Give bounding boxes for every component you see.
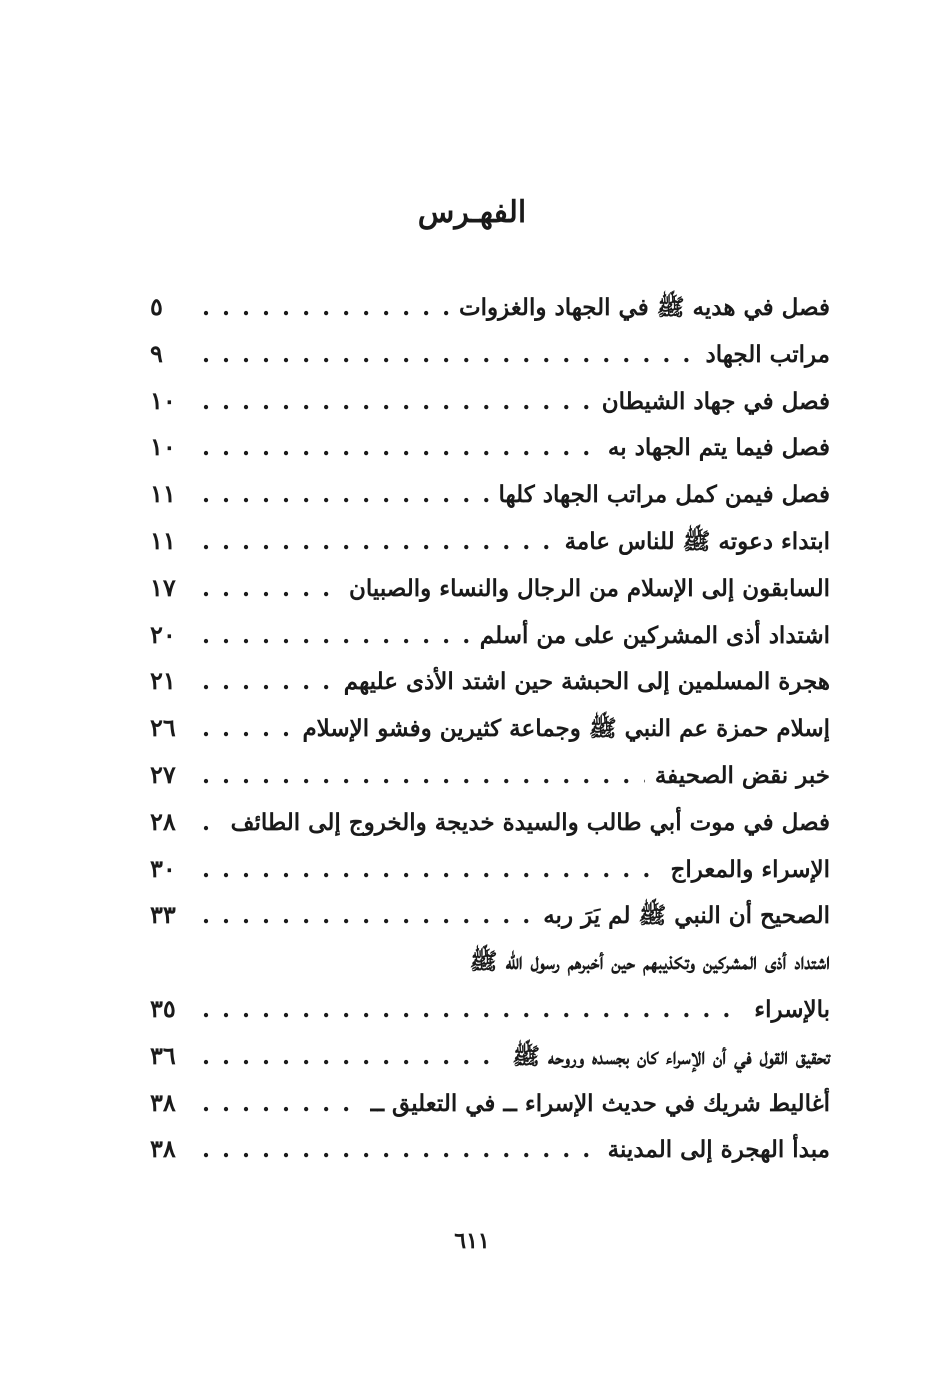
leader-dots [202, 902, 533, 929]
leader-dots [202, 996, 744, 1023]
toc-page-number: ٣٠ [150, 853, 176, 883]
toc-page-number: ١١ [150, 479, 176, 509]
toc-entry-title: مراتب الجهاد [705, 340, 830, 368]
leader-dots [202, 622, 470, 649]
toc-entry[interactable] [150, 479, 830, 526]
toc-page-number: ١٧ [150, 572, 176, 602]
toc-page-number: ٣٥ [150, 993, 176, 1023]
table-of-contents [150, 292, 830, 1181]
toc-page-number: ١١ [150, 525, 176, 555]
leader-dots [202, 1090, 361, 1117]
toc-entry-title: اشتداد أذى المشركين على من أسلم [479, 621, 830, 649]
page-title: الفهـرس [417, 195, 527, 230]
toc-entry[interactable] [150, 947, 830, 994]
toc-page-number: ٣٦ [150, 1040, 176, 1070]
toc-entry-title: فصل في موت أبي طالب والسيدة خديجة والخروج إلى الطائف [230, 808, 830, 836]
toc-page-number: ٣٣ [150, 900, 176, 930]
toc-entry[interactable] [150, 339, 830, 386]
page-number-footer: ٦١١ [454, 1228, 490, 1254]
toc-entry[interactable] [150, 760, 830, 807]
leader-dots [202, 1043, 502, 1070]
toc-entry[interactable] [150, 713, 830, 760]
toc-entry-title: هجرة المسلمين إلى الحبشة حين اشتد الأذى عليهم [343, 668, 830, 696]
toc-entry[interactable] [150, 854, 830, 901]
toc-entry-title: الإسراء والمعراج [670, 855, 830, 883]
toc-page-number: ٥ [150, 292, 163, 321]
toc-entry[interactable] [150, 573, 830, 620]
toc-entry-title: إسلام حمزة عم النبي ﷺ وجماعة كثيرين وفشو الإسلام [302, 715, 830, 743]
toc-entry-title: مبدأ الهجرة إلى المدينة [607, 1136, 830, 1164]
toc-entry[interactable] [150, 432, 830, 479]
toc-page-number: ٢٧ [150, 759, 176, 789]
leader-dots [202, 528, 555, 555]
toc-page-number: ٢١ [150, 666, 176, 696]
toc-entry[interactable] [150, 1088, 830, 1135]
toc-entry[interactable] [150, 620, 830, 667]
toc-entry-title: أغاليط شريك في حديث الإسراء ــ في التعليق ــ [370, 1089, 830, 1117]
toc-entry-title: اشتداد أذى المشركين وتكذيبهم حين أخبرهم رسول الله ﷺ [469, 948, 830, 976]
toc-entry[interactable] [150, 666, 830, 713]
toc-page-number: ٢٠ [150, 619, 176, 649]
toc-page-number: ٩ [150, 338, 163, 368]
toc-entry[interactable] [150, 386, 830, 433]
toc-entry-title: الصحيح أن النبي ﷺ لم يَرَ ربه [543, 902, 830, 930]
toc-entry[interactable] [150, 292, 830, 339]
toc-entry-title: خبر نقض الصحيفة [654, 761, 830, 789]
toc-page-number: ٣٨ [150, 1134, 176, 1164]
toc-entry-title: فصل فيما يتم الجهاد به [607, 434, 830, 462]
leader-dots [202, 1136, 598, 1163]
leader-dots [202, 294, 449, 321]
toc-entry[interactable] [150, 807, 830, 854]
toc-entry-title: بالإسراء [754, 995, 830, 1023]
toc-entry[interactable] [150, 994, 830, 1041]
toc-entry[interactable] [150, 526, 830, 573]
toc-page-number: ٣٨ [150, 1087, 176, 1117]
toc-entry-title: ابتداء دعوته ﷺ للناس عامة [564, 527, 830, 555]
toc-entry[interactable] [150, 1041, 830, 1088]
toc-entry[interactable] [150, 900, 830, 947]
leader-dots [202, 715, 292, 742]
toc-page-number: ١٠ [150, 432, 176, 462]
leader-dots [202, 762, 645, 789]
toc-entry-title: فصل فيمن كمل مراتب الجهاد كلها [498, 481, 830, 509]
leader-dots [202, 388, 592, 415]
leader-dots [202, 341, 696, 368]
toc-page-number: ٢٦ [150, 713, 176, 743]
toc-page-number: ١٠ [150, 385, 176, 415]
leader-dots [202, 856, 660, 883]
toc-entry[interactable] [150, 1134, 830, 1181]
toc-entry-title: تحقيق القول في أن الإسراء كان بجسده وروحه ﷺ [512, 1042, 830, 1070]
leader-dots [202, 481, 489, 508]
toc-entry-title: فصل في جهاد الشيطان [601, 387, 830, 415]
leader-dots [202, 575, 339, 602]
toc-entry-title: فصل في هديه ﷺ في الجهاد والغزوات [459, 294, 830, 321]
leader-dots [202, 668, 334, 695]
toc-page-number: ٢٨ [150, 806, 176, 836]
leader-dots [202, 809, 221, 836]
toc-entry-title: السابقون إلى الإسلام من الرجال والنساء والصبيان [349, 574, 830, 602]
leader-dots [202, 434, 598, 461]
